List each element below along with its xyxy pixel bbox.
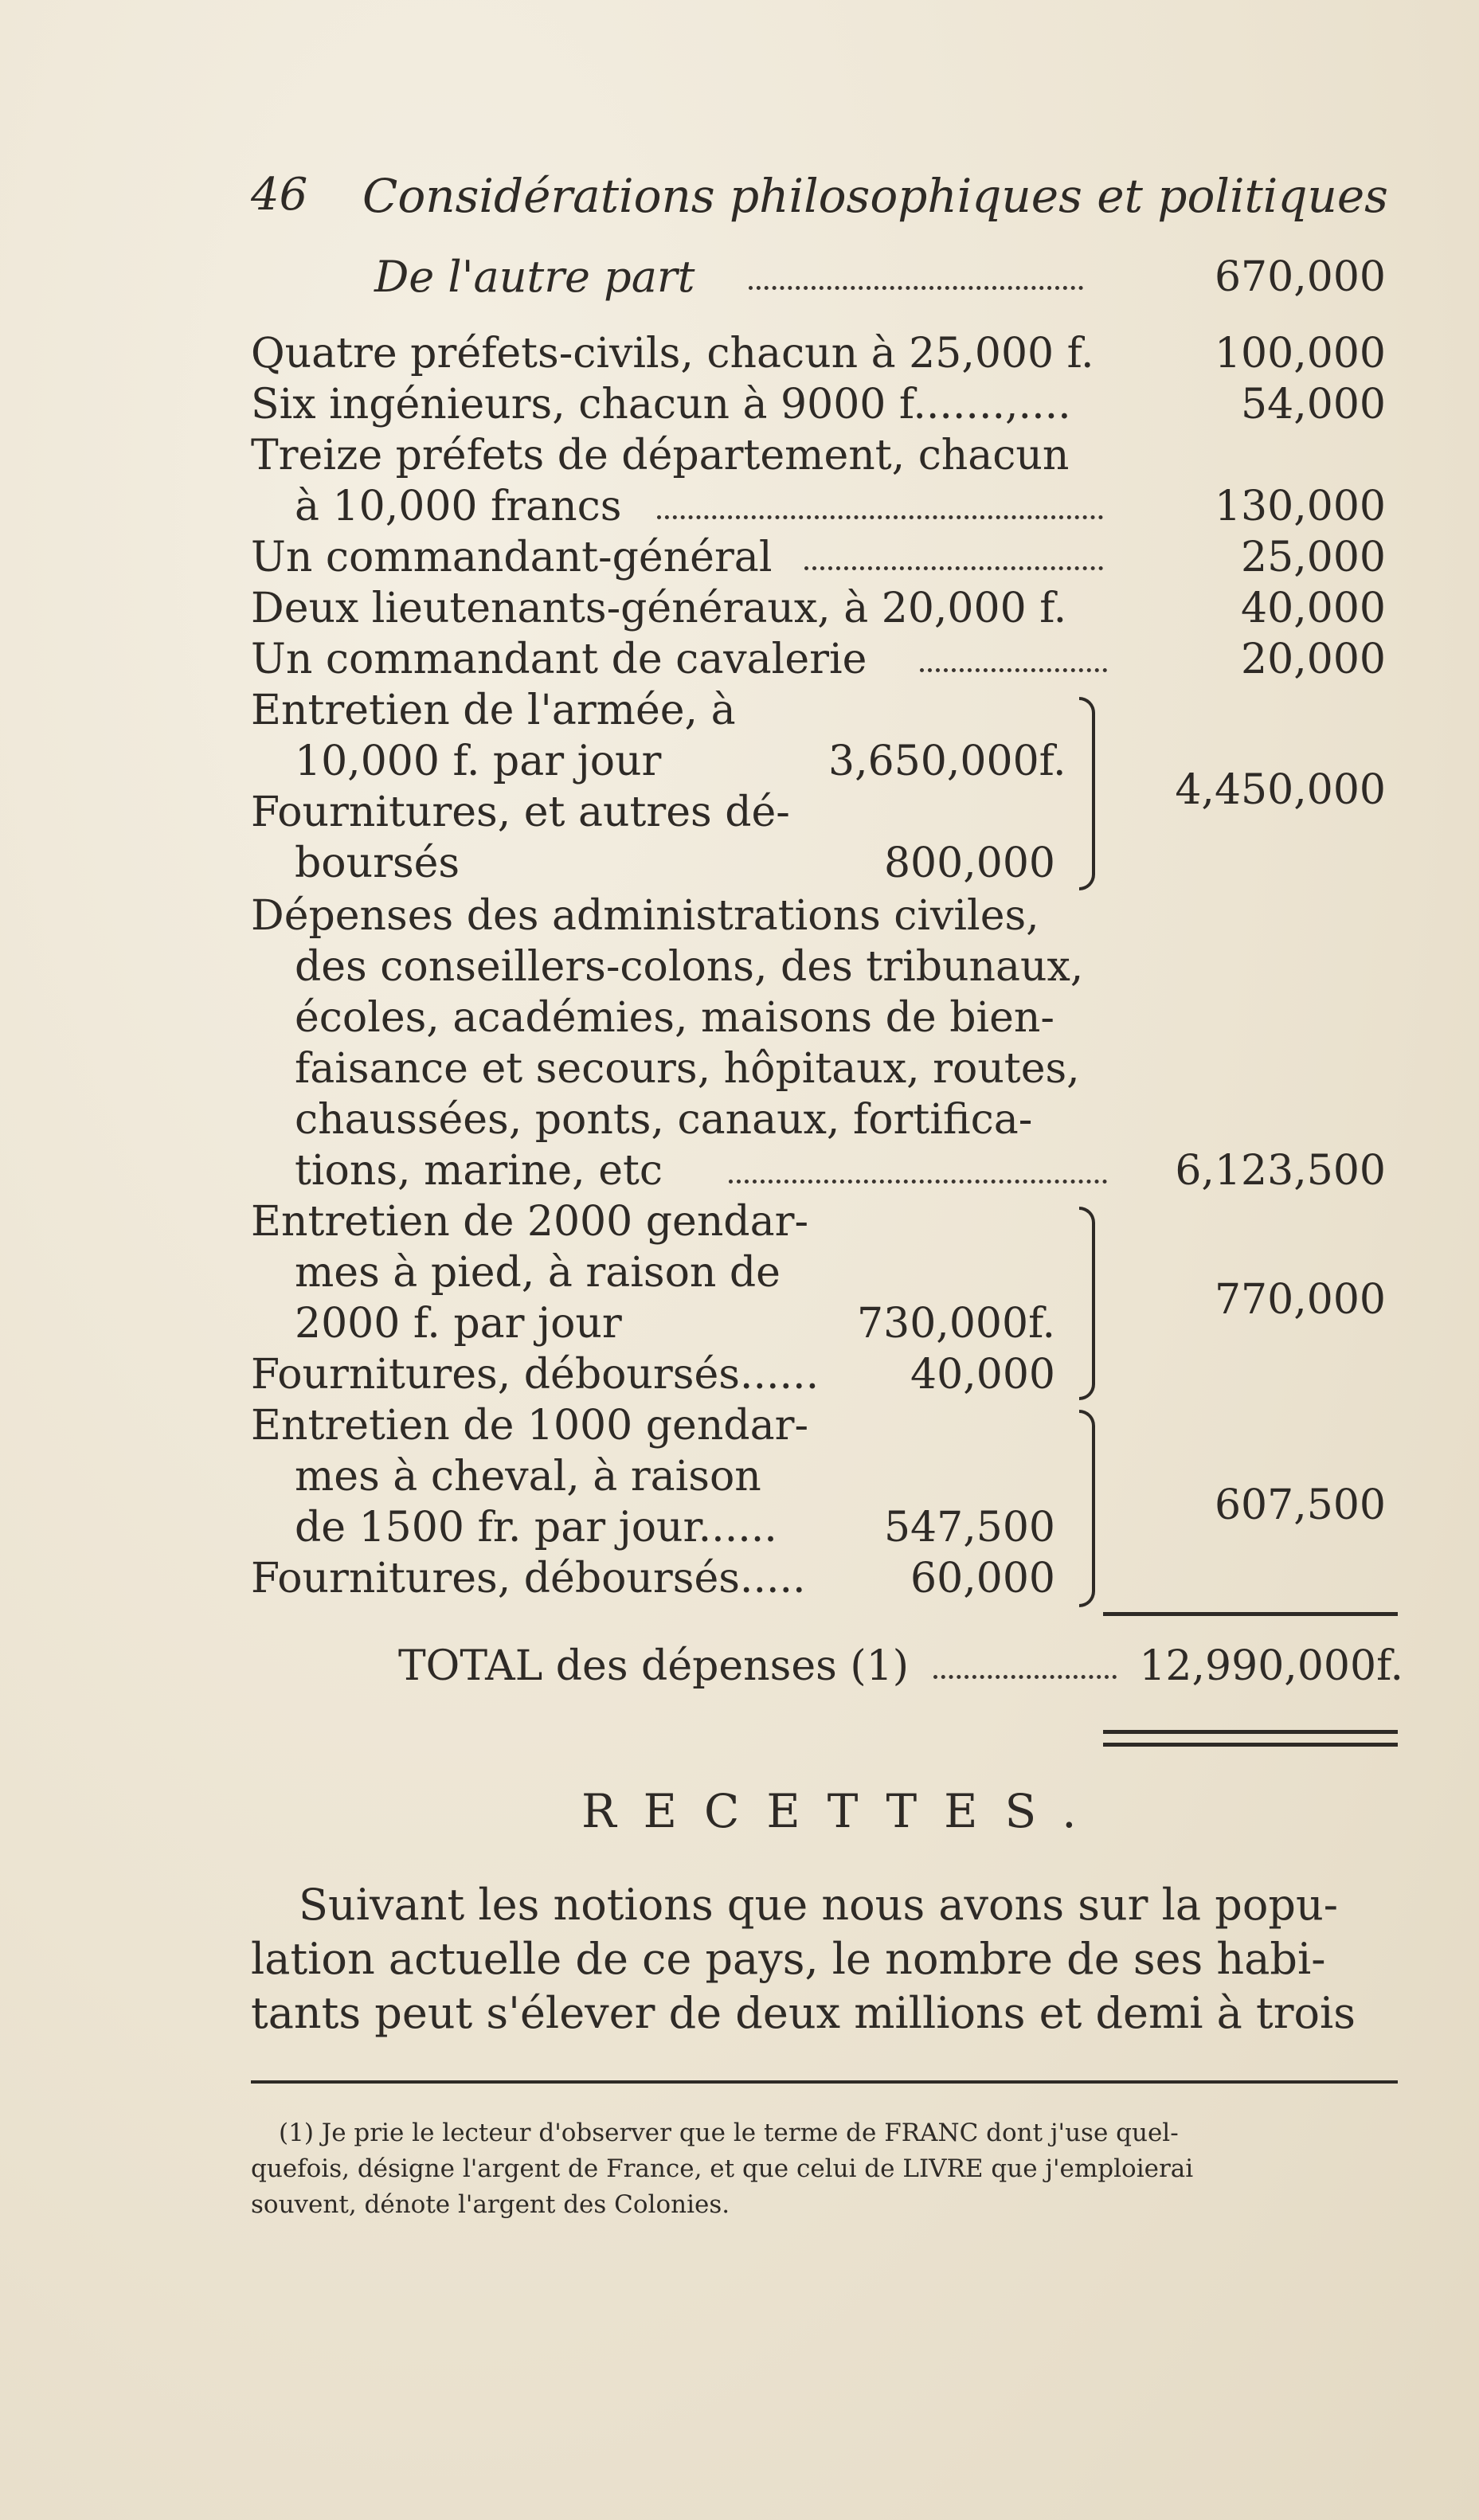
expense-row [251, 379, 1386, 430]
civil-line-5: chaussées, ponts, canaux, fortifica- [295, 1096, 1033, 1144]
section-heading: RECETTES. [581, 1784, 1104, 1838]
carry-amount: 670,000 [1214, 253, 1386, 301]
horse-value-4: 60,000 [910, 1555, 1055, 1602]
foot-value-3: 730,000f. [857, 1300, 1055, 1348]
civil-line-4: faisance et secours, hôpitaux, routes, [295, 1045, 1080, 1093]
horse-line-3: de 1500 fr. par jour...... [295, 1504, 777, 1552]
civil-line-3: écoles, académies, maisons de bien- [295, 994, 1054, 1042]
paragraph-line-2: lation actuelle de ce pays, le nombre de ses habi- [251, 1934, 1326, 1984]
army-line-2: 10,000 f. par jour [295, 738, 662, 785]
expense-label: Deux lieutenants-généraux, à 20,000 f. [251, 585, 1067, 632]
army-total: 4,450,000 [1175, 766, 1386, 814]
expense-amount: 100,000 [1214, 330, 1386, 378]
footnote-line-3: souvent, dénote l'argent des Colonies. [251, 2190, 730, 2219]
foot-line-4: Fournitures, déboursés...... [251, 1351, 820, 1399]
paragraph-line-1: Suivant les notions que nous avons sur la popu- [299, 1880, 1338, 1930]
foot-line-2: mes à pied, à raison de [295, 1249, 781, 1297]
expense-amount: 20,000 [1241, 636, 1386, 683]
leader-dots [749, 286, 1083, 290]
expense-amount: 25,000 [1241, 534, 1386, 581]
horse-value-3: 547,500 [883, 1504, 1055, 1552]
army-value-2: 3,650,000f. [828, 738, 1066, 785]
sum-rule [1103, 1612, 1398, 1616]
leader-dots [657, 515, 1103, 519]
civil-line-6: tions, marine, etc [295, 1147, 663, 1195]
double-rule [1103, 1730, 1398, 1734]
leader-dots [920, 668, 1107, 672]
expense-amount: 54,000 [1241, 381, 1386, 428]
civil-last-row [295, 1145, 1386, 1196]
expense-row [251, 583, 1386, 634]
foot-line-1: Entretien de 2000 gendar- [251, 1198, 809, 1246]
horse-line-2: mes à cheval, à raison [295, 1453, 761, 1501]
brace [1079, 697, 1095, 890]
expense-label: Un commandant de cavalerie [251, 636, 867, 683]
foot-line-3: 2000 f. par jour [295, 1300, 622, 1348]
page-number: 46 [251, 169, 308, 221]
expense-row [251, 634, 1386, 685]
double-rule [1103, 1743, 1398, 1747]
foot-value-4: 40,000 [910, 1351, 1055, 1399]
horse-total: 607,500 [1214, 1481, 1386, 1529]
army-line-1: Entretien de l'armée, à [251, 687, 736, 734]
footnote-rule [251, 2080, 1398, 2084]
expense-label: Treize préfets de département, chacun [251, 432, 1070, 479]
footnote-line-2: quefois, désigne l'argent de France, et que celui de LIVRE que j'emploierai [251, 2154, 1194, 2183]
expense-label: Un commandant-général [251, 534, 773, 581]
foot-total: 770,000 [1214, 1276, 1386, 1324]
civil-line-2: des conseillers-colons, des tribunaux, [295, 943, 1084, 991]
army-line-4: boursés [295, 839, 460, 887]
carry-row [374, 252, 1386, 303]
brace [1079, 1207, 1095, 1400]
expense-label: Quatre préfets-civils, chacun à 25,000 f. [251, 330, 1094, 378]
horse-line-4: Fournitures, déboursés..... [251, 1555, 806, 1602]
total-amount: 12,990,000f. [1139, 1642, 1403, 1690]
brace [1079, 1410, 1095, 1607]
expense-row [251, 532, 1386, 583]
civil-amount: 6,123,500 [1175, 1147, 1386, 1195]
running-title: Considérations philosophiques et politiques [362, 169, 1388, 223]
expense-row [295, 481, 1386, 532]
expense-row [251, 430, 1386, 481]
civil-line-1: Dépenses des administrations civiles, [251, 892, 1039, 940]
army-line-3: Fournitures, et autres dé- [251, 788, 790, 836]
expense-label: Six ingénieurs, chacun à 9000 f.......,.... [251, 381, 1071, 428]
total-label: TOTAL des dépenses (1) [398, 1642, 909, 1690]
leader-dots [933, 1675, 1117, 1679]
army-value-4: 800,000 [883, 839, 1055, 887]
footnote-line-1: (1) Je prie le lecteur d'observer que le terme de FRANC dont j'use quel- [279, 2119, 1179, 2147]
expense-row [251, 328, 1386, 379]
expense-amount: 130,000 [1214, 483, 1386, 530]
leader-dots [804, 566, 1103, 570]
expense-label: à 10,000 francs [295, 483, 622, 530]
horse-line-1: Entretien de 1000 gendar- [251, 1402, 809, 1450]
expense-amount: 40,000 [1241, 585, 1386, 632]
leader-dots [729, 1180, 1107, 1184]
paragraph-line-3: tants peut s'élever de deux millions et demi à trois [251, 1988, 1356, 2038]
total-row [398, 1641, 1403, 1692]
carry-label: De l'autre part [374, 252, 695, 302]
